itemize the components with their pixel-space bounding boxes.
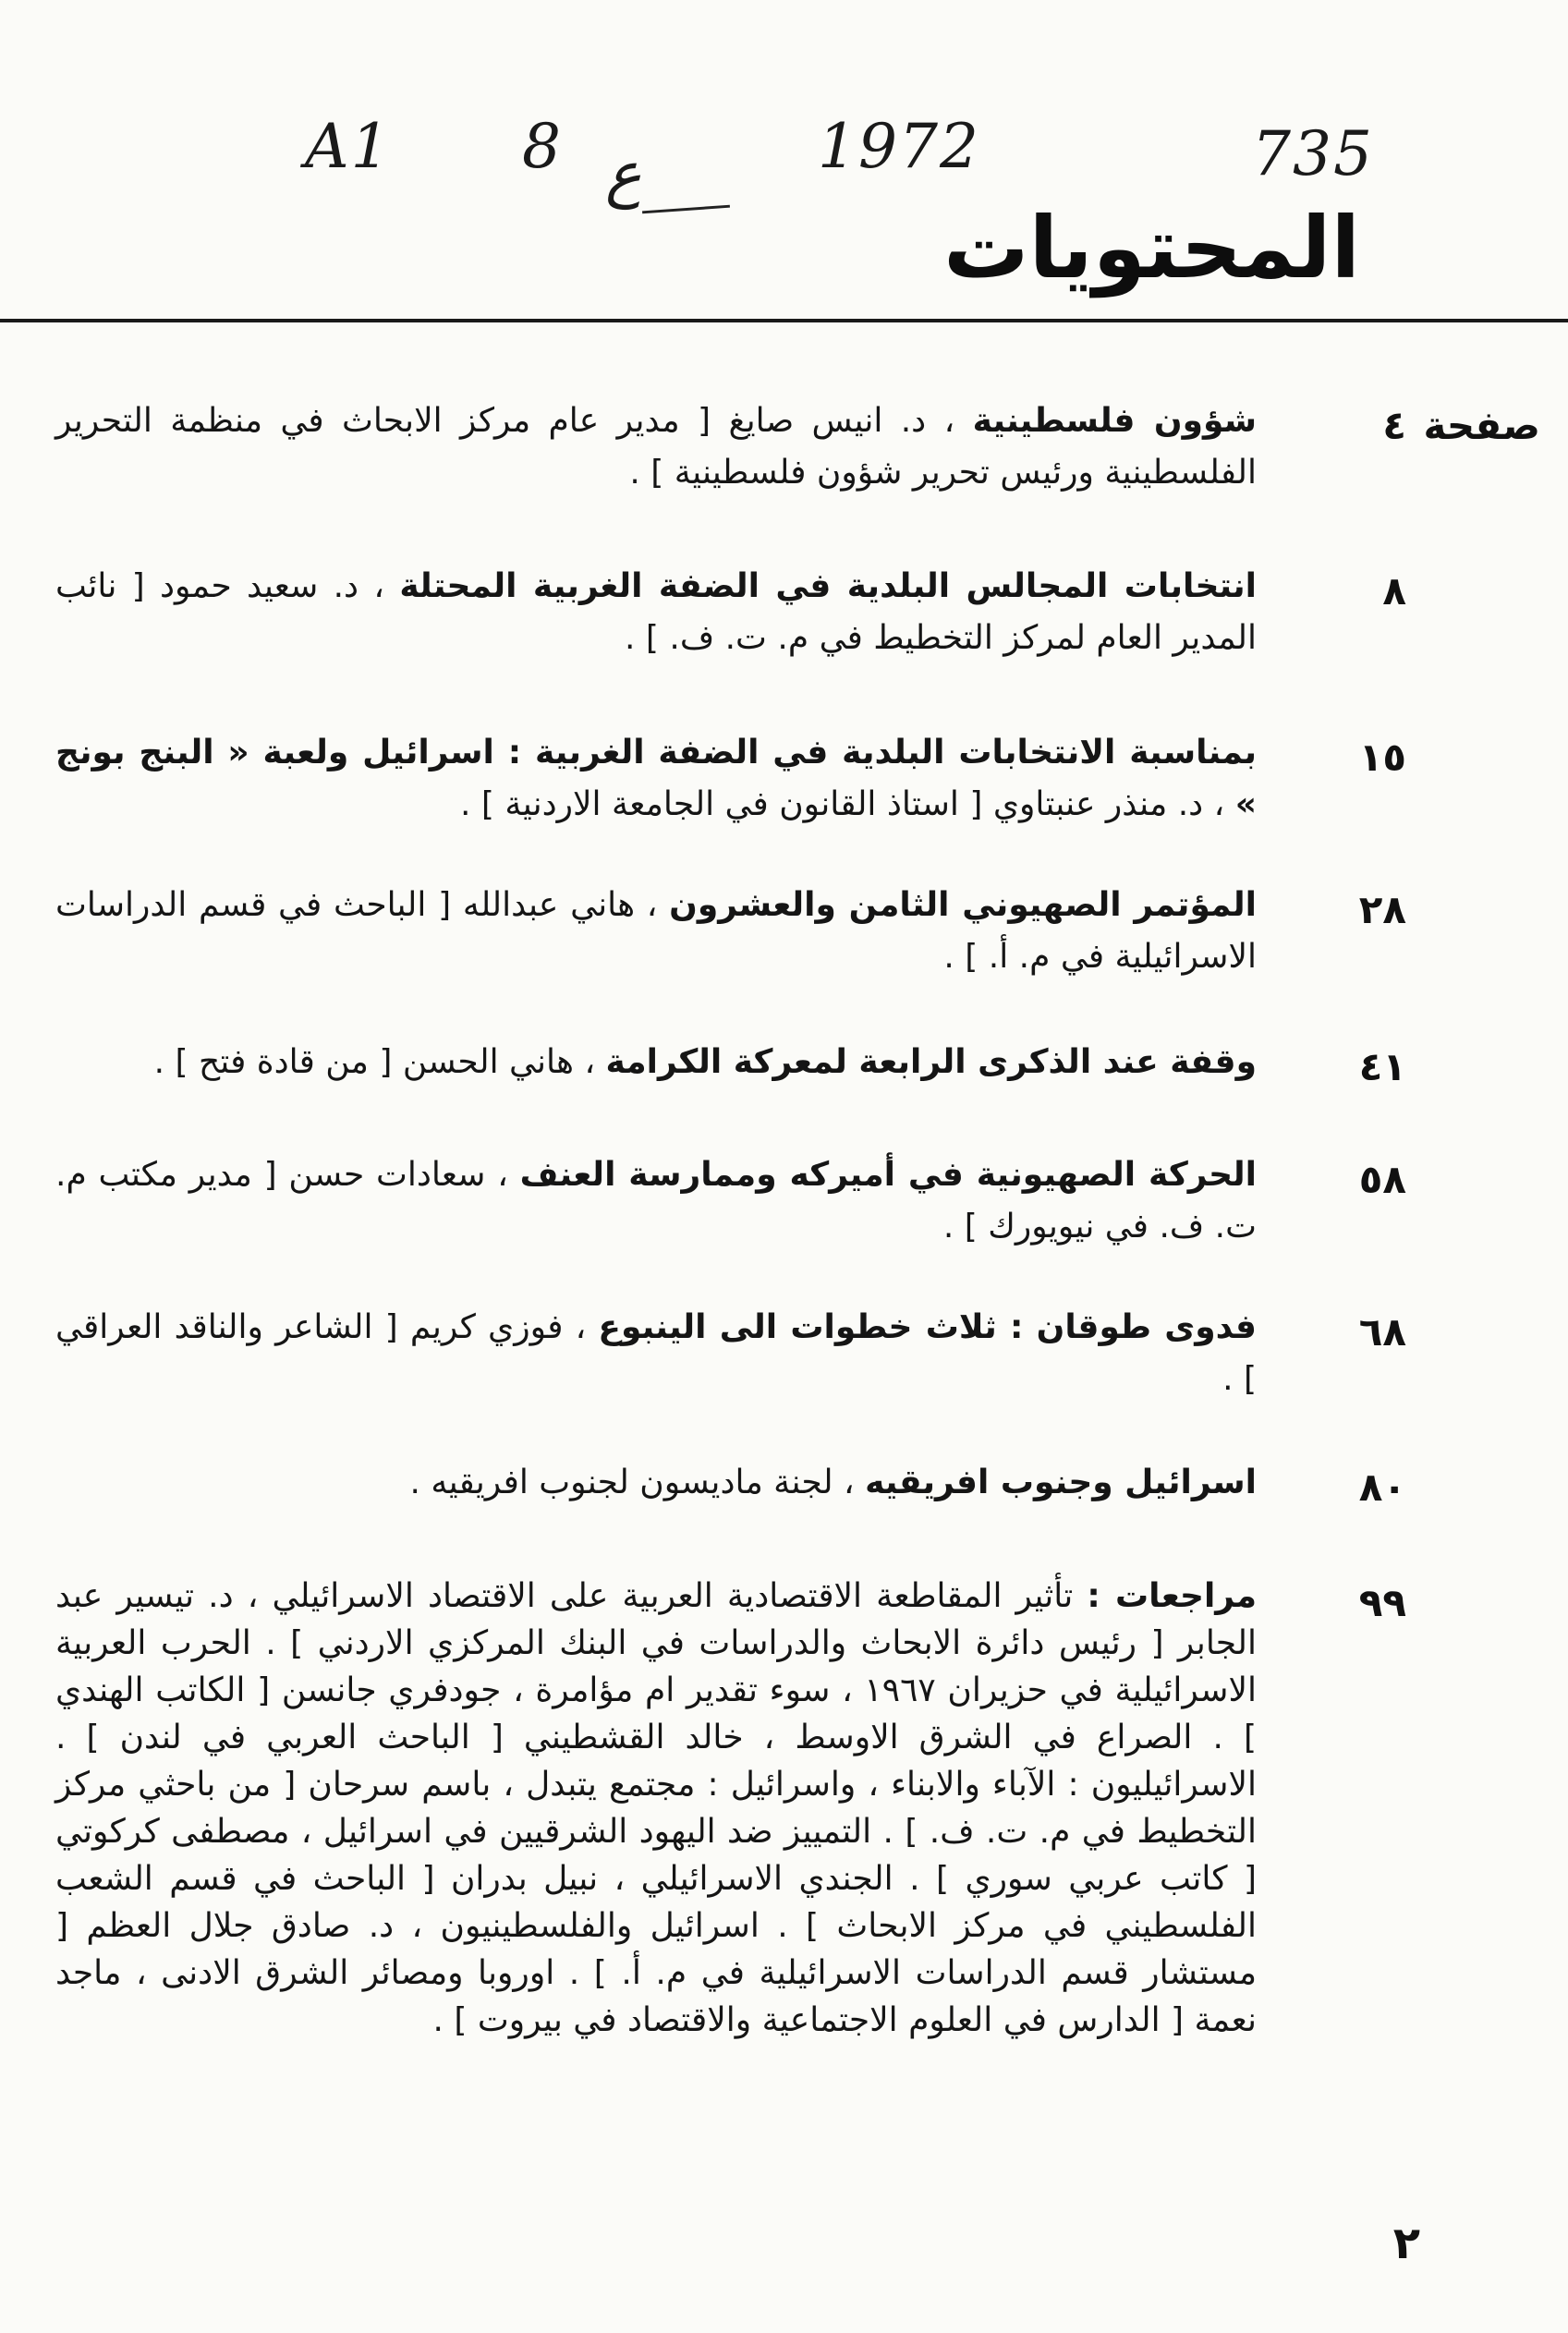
entry-title: فدوى طوقان : ثلاث خطوات الى الينبوع xyxy=(598,1308,1257,1346)
entry-page-number: ٩٩ xyxy=(1358,1580,1406,1625)
entry-page-number: ٤١ xyxy=(1358,1044,1406,1089)
entry-title: الحركة الصهيونية في أميركه وممارسة العنف xyxy=(519,1156,1257,1194)
handwritten-year: 1972 xyxy=(818,111,980,182)
toc-entry[interactable] xyxy=(55,1573,1257,2044)
toc-entry[interactable] xyxy=(55,880,1257,983)
toc-entry[interactable] xyxy=(55,1302,1257,1405)
entry-title: وقفة عند الذكرى الرابعة لمعركة الكرامة xyxy=(605,1043,1257,1081)
handwritten-issue: 8 xyxy=(522,111,563,182)
handwritten-underline xyxy=(642,205,730,214)
title-rule xyxy=(0,319,1568,322)
entry-page-number: ٤ xyxy=(1382,403,1406,448)
handwritten-letter: ع xyxy=(605,139,642,210)
entry-details: ، سعادات حسن [ مدير مكتب م. ت. ف. في نيويورك ] . xyxy=(55,1156,1257,1245)
entry-details: ، لجنة ماديسون لجنوب افريقيه . xyxy=(409,1464,855,1501)
entry-title: انتخابات المجالس البلدية في الضفة الغربية المحتلة xyxy=(399,567,1257,605)
entry-details: ، هاني الحسن [ من قادة فتح ] . xyxy=(153,1043,596,1081)
entry-details: ، فوزي كريم [ الشاعر والناقد العراقي ] . xyxy=(55,1308,1257,1398)
toc-entry[interactable] xyxy=(55,395,1257,499)
entry-details: ، د. منذر عنبتاوي [ استاذ القانون في الجامعة الاردنية ] . xyxy=(460,785,1225,823)
entry-details: ، هاني عبدالله [ الباحث في قسم الدراسات الاسرائيلية في م. أ. ] . xyxy=(55,886,1257,976)
entry-page-number: ٦٨ xyxy=(1358,1309,1406,1355)
entry-page-number: ٢٨ xyxy=(1358,887,1406,932)
toc-entry[interactable] xyxy=(55,1149,1257,1253)
entry-details: تأثير المقاطعة الاقتصادية العربية على الاقتصاد الاسرائيلي ، د. تيسير عبد الجابر [ رئيس دائرة الابحاث والدراسات في البنك المركزي الاردني ] . الحرب العربية الاسرائيلية في حزيران ١٩٦٧ ، سوء تقدير ام مؤامرة ، جودفري جانسن [ الكاتب الهندي ] . الصراع في الشرق الاوسط ، خالد القشطيني [ الباحث العربي في لندن ] . الاسرائيليون : الآباء والابناء ، واسرائيل : مجتمع يتبدل ، باسم سرحان [ من باحثي مركز التخطيط في م. ت. ف. ] . التمييز ضد اليهود الشرقيين في اسرائيل ، مصطفى كركوتي [ كاتب عربي سوري ] . الجندي الاسرائيلي ، نبيل بدران [ الباحث في قسم الشعب الفلسطيني في مركز الابحاث ] . اسرائيل والفلسطينيون ، د. صادق جلال العظم [ مستشار قسم الدراسات الاسرائيلية في م. أ. ] . اوروبا ومصائر الشرق الادنى ، ماجد نعمة [ الدارس في العلوم الاجتماعية والاقتصاد في بيروت ] . xyxy=(55,1577,1257,2039)
entry-page-number: ٥٨ xyxy=(1358,1157,1406,1202)
entry-page-number: ١٥ xyxy=(1358,735,1406,780)
entry-title: مراجعات : xyxy=(1087,1577,1257,1615)
entry-title: اسرائيل وجنوب افريقيه xyxy=(865,1464,1257,1501)
folio-page-number: ٢ xyxy=(1392,2218,1420,2269)
handwritten-code: A1 xyxy=(305,111,392,182)
entry-title: المؤتمر الصهيوني الثامن والعشرون xyxy=(669,886,1258,924)
toc-entry[interactable] xyxy=(55,561,1257,664)
toc-entry[interactable] xyxy=(55,1037,1257,1088)
page-label: صفحة xyxy=(1423,403,1540,448)
entry-page-number: ٨٠ xyxy=(1358,1464,1406,1510)
entry-details: ، د. انيس صايغ [ مدير عام مركز الابحاث في منظمة التحرير الفلسطينية ورئيس تحرير شؤون فلسطينية ] . xyxy=(55,402,1257,492)
toc-entry[interactable] xyxy=(55,1457,1257,1509)
entry-title: بمناسبة الانتخابات البلدية في الضفة الغربية : اسرائيل ولعبة « البنج بونج » xyxy=(55,734,1257,823)
entry-page-number: ٨ xyxy=(1382,568,1406,614)
entry-title: شؤون فلسطينية xyxy=(972,402,1257,440)
entry-details: ، د. سعيد حمود [ نائب المدير العام لمركز التخطيط في م. ت. ف. ] . xyxy=(55,567,1257,657)
handwritten-number: 735 xyxy=(1252,118,1374,189)
page-title: المحتويات xyxy=(943,199,1360,298)
toc-entry[interactable] xyxy=(55,727,1257,831)
